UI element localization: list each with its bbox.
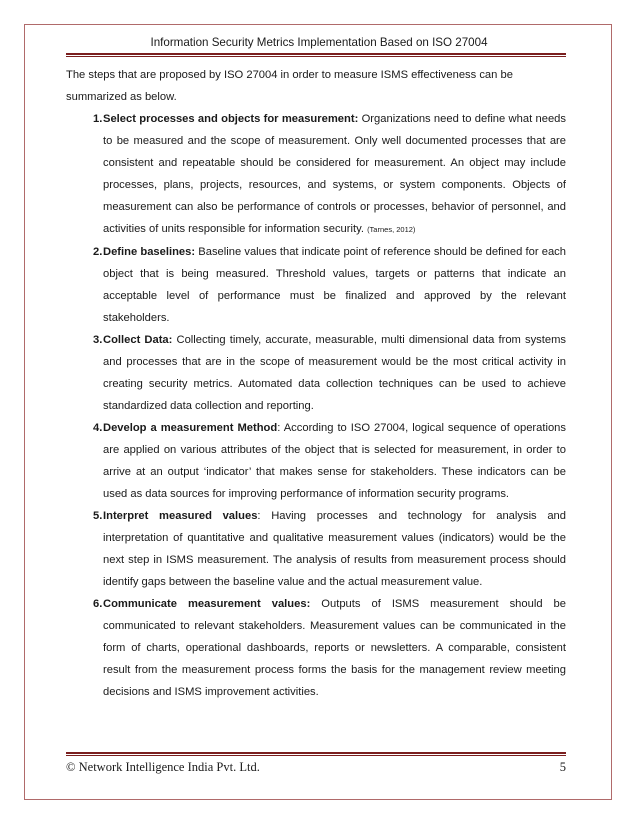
list-item bbox=[66, 505, 566, 593]
step-number: 1. bbox=[93, 113, 103, 125]
step-title: Select processes and objects for measurement: bbox=[103, 113, 359, 125]
step-number: 2. bbox=[93, 246, 103, 258]
list-item bbox=[66, 108, 566, 241]
list-item bbox=[66, 593, 566, 703]
list-item bbox=[66, 417, 566, 505]
step-title: Define baselines: bbox=[103, 246, 196, 258]
step-text: Baseline values that indicate point of reference should be defined for each object that is being measured. Threshold values, targets or patterns that indicate an acceptable level of performance must be finalized and approved by the relevant stakeholders. bbox=[103, 246, 566, 324]
footer-copyright: © Network Intelligence India Pvt. Ltd. bbox=[66, 760, 260, 774]
step-text: : Having processes and technology for analysis and interpretation of quantitative and qualitative measurement values (indicators) would be the next step in ISMS measurement. The analysis of results from measurement process should identify gaps between the baseline value and the actual measurement value. bbox=[103, 510, 566, 588]
page-number: 5 bbox=[559, 760, 566, 774]
step-text: Organizations need to define what needs to be measured and the scope of measurement. Only well documented processes that are consistent and repeatable should be considered for measurement. An object may include processes, plans, projects, resources, and systems, or system components. Objects of measurement can also be performance of controls or processes, behavior of personnel, and activities of units responsible for information security. bbox=[103, 113, 566, 235]
footer-rule bbox=[66, 752, 566, 756]
document-body bbox=[66, 64, 566, 703]
step-number: 5. bbox=[93, 510, 103, 522]
step-text: Outputs of ISMS measurement should be communicated to relevant stakeholders. Measurement values can be communicated in the form of charts, operational dashboards, reports or newsletters. A comparable, consistent result from the measurement process forms the basis for the management review meeting decisions and ISMS improvement activities. bbox=[103, 598, 566, 698]
page-header: Information Security Metrics Implementation Based on ISO 27004 bbox=[150, 36, 488, 49]
step-title: Communicate measurement values: bbox=[103, 598, 311, 610]
step-citation: (Tarnes, 2012) bbox=[367, 225, 416, 234]
step-title: Develop a measurement Method bbox=[103, 422, 278, 434]
step-number: 3. bbox=[93, 334, 103, 346]
intro-paragraph: The steps that are proposed by ISO 27004 in order to measure ISMS effectiveness can be summarized as below. bbox=[66, 69, 513, 103]
steps-list bbox=[66, 108, 566, 703]
step-text: Collecting timely, accurate, measurable, multi dimensional data from systems and processes that are in the scope of measurement would be the most critical activity in creating security metrics. Automated data collection techniques can be used to achieve standardized data collection and reporting. bbox=[103, 334, 567, 412]
step-title: Collect Data: bbox=[103, 334, 173, 346]
step-text: : According to ISO 27004, logical sequence of operations are applied on various attributes of the object that is selected for measurement, in order to arrive at an output ‘indicator’ that makes sense for stakeholders. These indicators can be used as data sources for improving performance of information security programs. bbox=[103, 422, 566, 500]
step-title: Interpret measured values bbox=[103, 510, 258, 522]
step-number: 6. bbox=[93, 598, 103, 610]
list-item bbox=[66, 329, 566, 417]
header-rule bbox=[66, 53, 566, 57]
list-item bbox=[66, 241, 566, 329]
step-number: 4. bbox=[93, 422, 103, 434]
